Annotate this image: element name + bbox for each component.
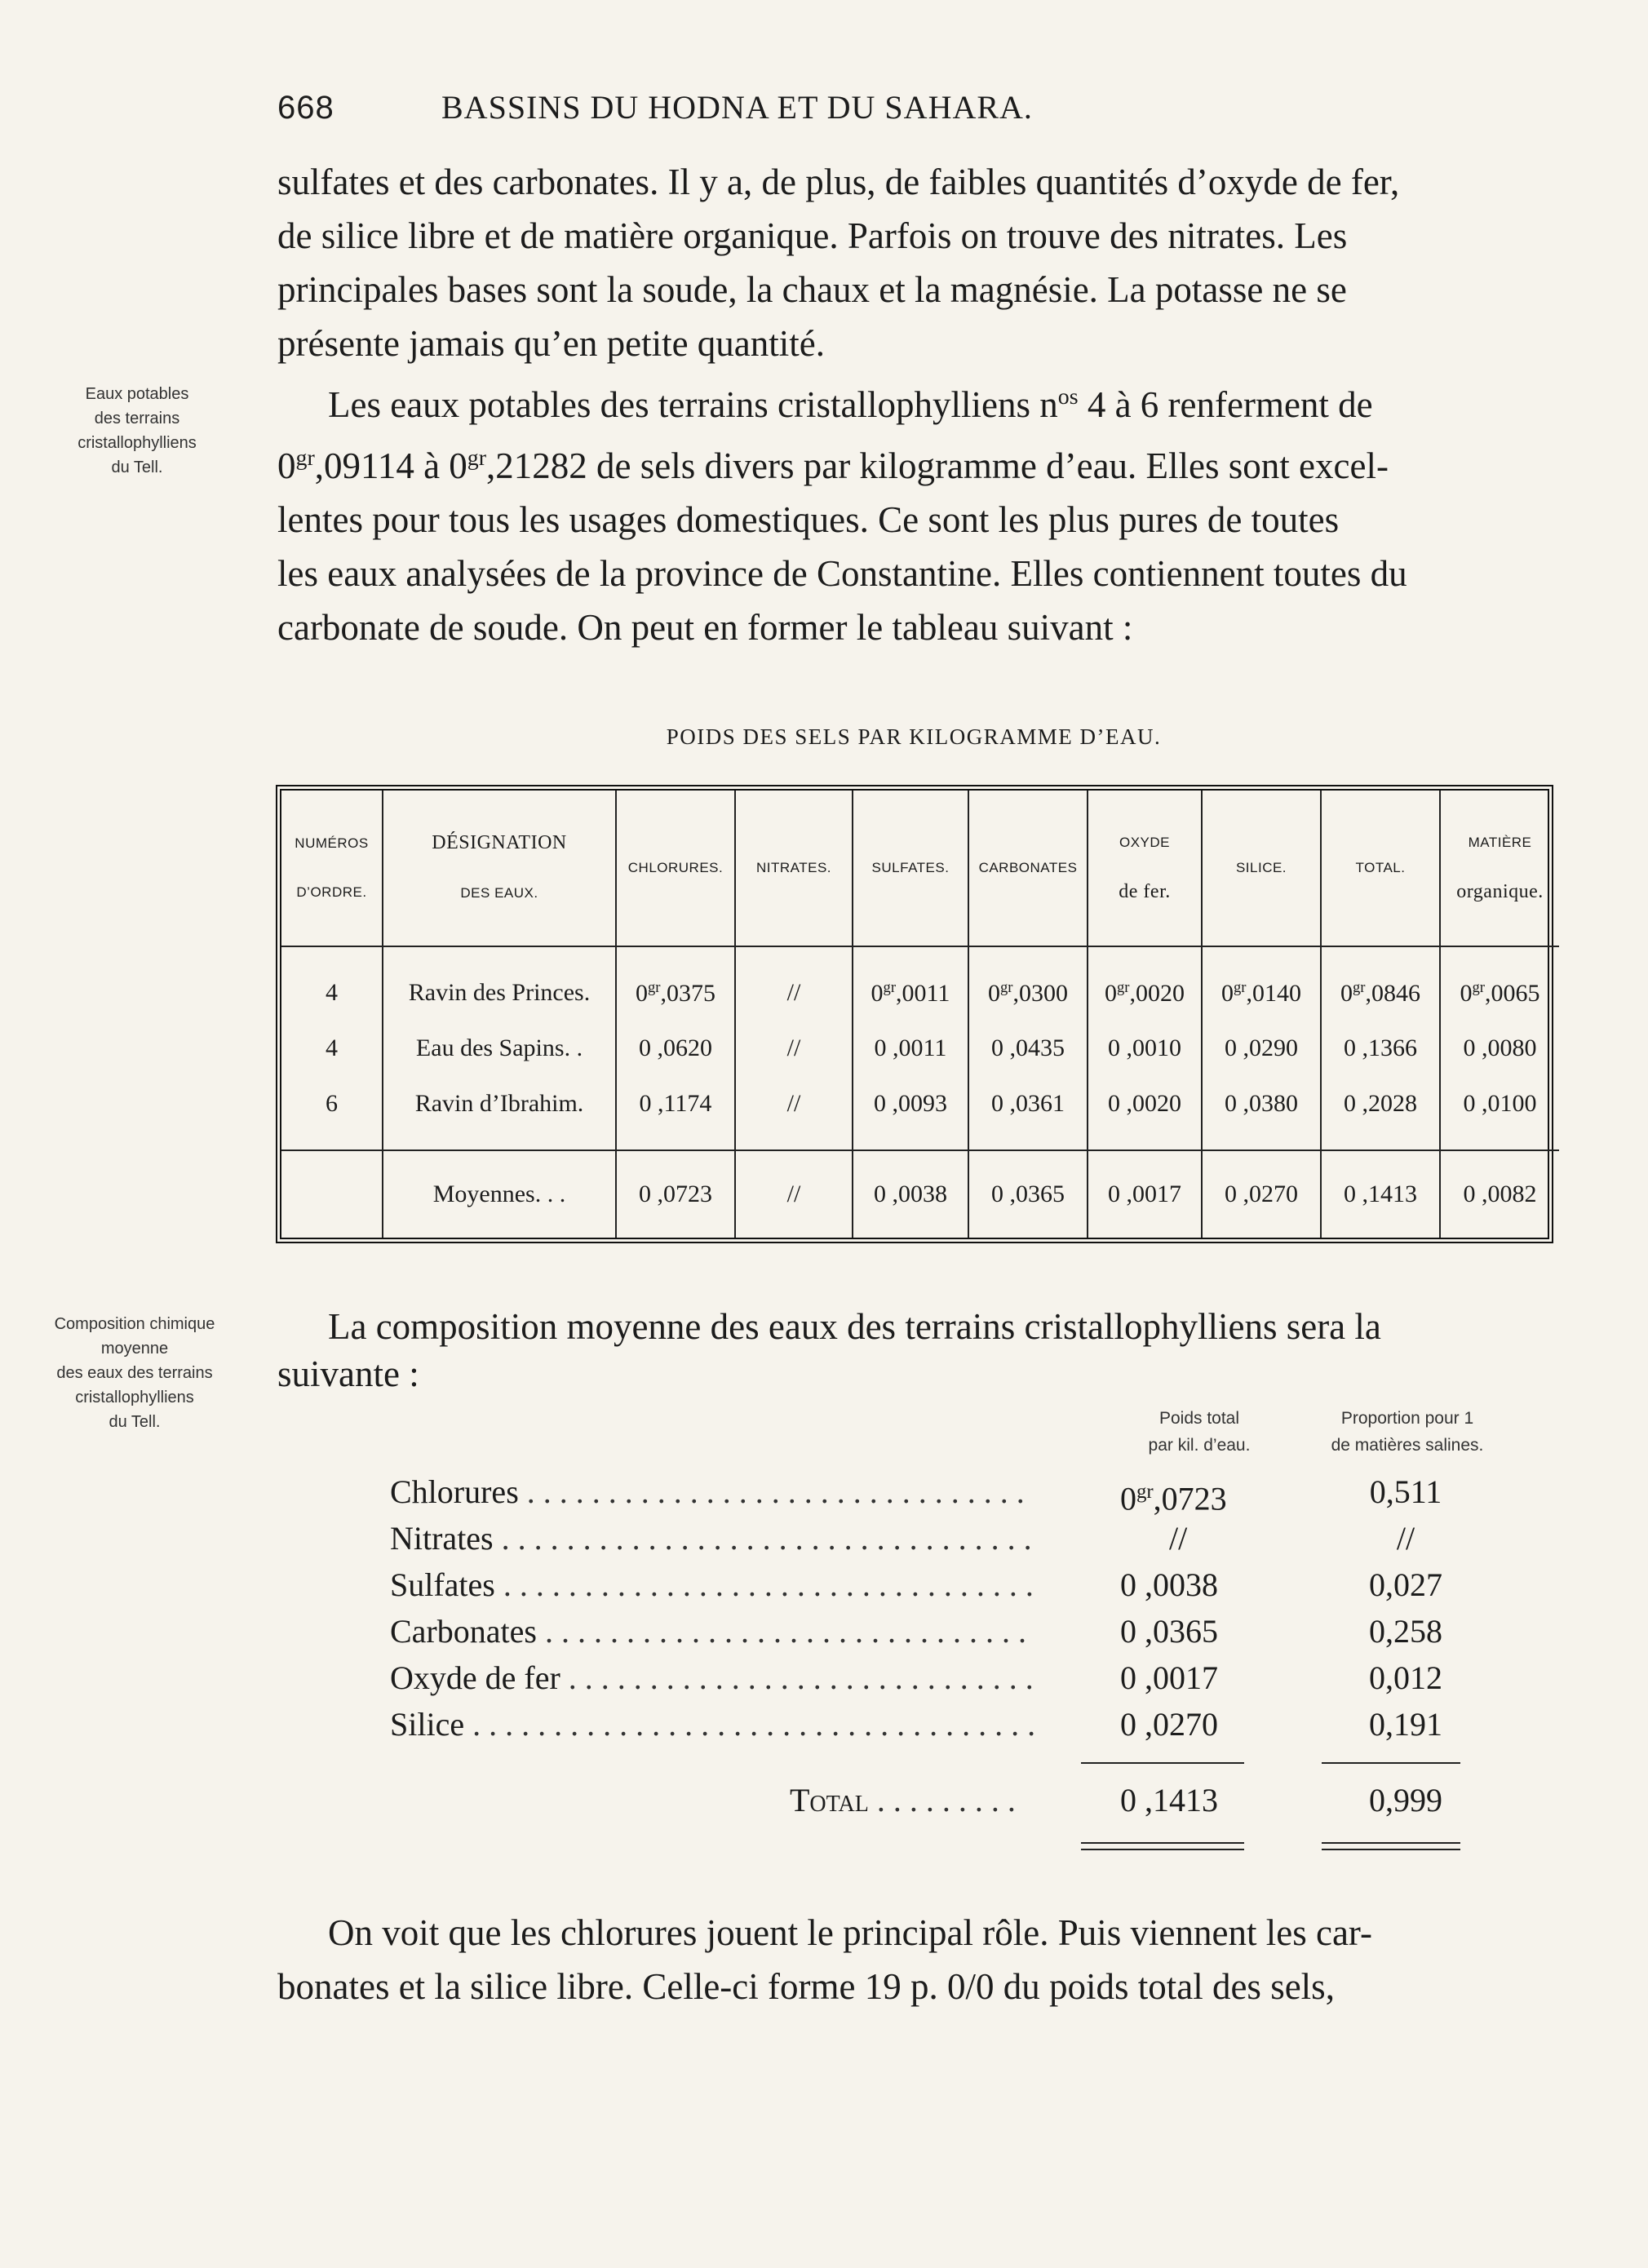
header-matiere: MATIÈRE organique. — [1440, 791, 1559, 946]
margin-note-line: Eaux potables — [85, 385, 189, 403]
cell: 0 ,0020 — [1088, 1076, 1202, 1132]
header-silice: SILICE. — [1202, 791, 1321, 946]
text-line: On voit que les chlorures jouent le principal rôle. Puis viennent les car- — [328, 1912, 1372, 1953]
header-sulfates: SULFATES. — [853, 791, 968, 946]
table-row — [281, 1021, 1559, 1076]
header-carbonates: CARBONATES — [968, 791, 1088, 946]
component-proportion: 0,027 — [1369, 1566, 1442, 1603]
intro-paragraph — [277, 155, 1562, 370]
margin-note-line: Composition chimique — [54, 1315, 215, 1333]
running-title: BASSINS DU HODNA ET DU SAHARA. — [441, 89, 1033, 126]
running-header — [277, 88, 1648, 126]
cell: 0 ,0100 — [1440, 1076, 1559, 1132]
cell: 0 ,1366 — [1321, 1021, 1440, 1076]
total-label: Total — [790, 1782, 869, 1818]
cell: $0^{gr},0140$ — [1202, 965, 1321, 1021]
cell: 0 ,0365 — [968, 1150, 1088, 1238]
list-item — [390, 1654, 1532, 1701]
cell: 4 — [326, 979, 338, 1007]
cell: 0 ,0093 — [853, 1076, 968, 1132]
cell: 0 ,0082 — [1440, 1150, 1559, 1238]
header-nitrates: NITRATES. — [735, 791, 853, 946]
list-item — [390, 1608, 1532, 1654]
spacer-row — [281, 946, 1559, 965]
cell: 0 ,0010 — [1088, 1021, 1202, 1076]
composition-col1-header: Poids total par kil. d’eau. — [1148, 1409, 1251, 1455]
component-label: Nitrates . . . — [390, 1515, 1034, 1561]
text-line: La composition moyenne des eaux des terrains cristallophylliens sera la — [328, 1306, 1381, 1347]
list-item — [390, 1515, 1532, 1561]
header-oxyde: OXYDE de fer. — [1088, 791, 1202, 946]
composition-col2-header: Proportion pour 1 de matières salines. — [1331, 1409, 1484, 1455]
spacer-row — [281, 1132, 1559, 1150]
salts-table-grid — [281, 791, 1559, 1238]
total-rule — [1081, 1842, 1244, 1844]
paragraph-composition-intro — [277, 1300, 1562, 1394]
component-proportion: 0,511 — [1369, 1473, 1442, 1510]
margin-note-line: cristallophylliens — [75, 1389, 194, 1406]
text-line: les eaux analysées de la province de Constantine. Elles contiennent toutes du — [277, 553, 1407, 594]
text-line: suivante : — [277, 1353, 419, 1394]
component-weight: $0^{gr},0723$ — [1120, 1480, 1227, 1517]
component-weight: 0 ,0038 — [1120, 1566, 1218, 1603]
cell: 0 ,0435 — [968, 1021, 1088, 1076]
component-label: Silice . . . — [390, 1701, 1034, 1748]
list-item — [390, 1468, 1532, 1515]
cell: // — [735, 965, 853, 1021]
cell: Eau des Sapins. . — [383, 1021, 616, 1076]
cell: 0 ,0620 — [616, 1021, 735, 1076]
text-line: lentes pour tous les usages domestiques. Ce sont les plus pures de toutes — [277, 499, 1340, 540]
component-label: Carbonates . . . — [390, 1608, 1034, 1654]
salts-table — [276, 785, 1553, 1243]
cell: 0 ,0723 — [616, 1150, 735, 1238]
total-rule — [1081, 1849, 1244, 1850]
paragraph-conclusion — [277, 1906, 1562, 2013]
margin-note-line: du Tell. — [109, 1413, 161, 1431]
cell: $0^{gr},0011$ — [853, 965, 968, 1021]
component-proportion: // — [1396, 1520, 1415, 1557]
cell: 0 ,1413 — [1321, 1150, 1440, 1238]
cell: 6 — [326, 1090, 338, 1118]
table-title: POIDS DES SELS PAR KILOGRAMME D’EAU. — [666, 724, 1162, 749]
table-header-row — [281, 791, 1559, 946]
list-item — [390, 1561, 1532, 1608]
margin-note-line: cristallophylliens — [78, 434, 197, 452]
total-proportion: 0,999 — [1369, 1782, 1442, 1818]
cell: 0 ,0361 — [968, 1076, 1088, 1132]
component-weight: 0 ,0270 — [1120, 1706, 1218, 1743]
cell: 4 — [326, 1034, 338, 1062]
cell: 0 ,0270 — [1202, 1150, 1321, 1238]
cell — [281, 1150, 383, 1238]
header-designation: DÉSIGNATION DES EAUX. — [383, 791, 616, 946]
cell: $0^{gr},0846$ — [1321, 965, 1440, 1021]
component-label: Chlorures . . . — [390, 1468, 1034, 1515]
margin-note-line: des eaux des terrains — [56, 1364, 213, 1382]
cell: $0^{gr},0300$ — [968, 965, 1088, 1021]
cell: $0^{gr},0065$ — [1440, 965, 1559, 1021]
page-number: 668 — [277, 90, 334, 126]
cell: // — [735, 1021, 853, 1076]
cell: 0 ,2028 — [1321, 1076, 1440, 1132]
margin-note-potable-waters — [39, 382, 235, 480]
text-line: présente jamais qu’en petite quantité. — [277, 323, 826, 364]
table-row — [281, 965, 1559, 1021]
component-weight: 0 ,0017 — [1120, 1659, 1218, 1696]
cell: 0 ,0011 — [853, 1021, 968, 1076]
cell: 0 ,0290 — [1202, 1021, 1321, 1076]
cell: // — [735, 1150, 853, 1238]
composition-list — [390, 1468, 1532, 1795]
text-line: Les eaux potables des terrains cristallophylliens $n^{os}$ 4 à 6 renferment de — [328, 384, 1373, 425]
component-proportion: 0,258 — [1369, 1613, 1442, 1650]
text-line: carbonate de soude. On peut en former le tableau suivant : — [277, 607, 1133, 648]
cell: 0 ,0038 — [853, 1150, 968, 1238]
paragraph-potable-waters — [277, 370, 1562, 654]
table-row — [281, 1076, 1559, 1132]
text-line: principales bases sont la soude, la chaux et la magnésie. La potasse ne se — [277, 269, 1347, 310]
cell: Ravin des Princes. — [383, 965, 616, 1021]
cell: Ravin d’Ibrahim. — [383, 1076, 616, 1132]
cell: 0 ,1174 — [616, 1076, 735, 1132]
component-proportion: 0,012 — [1369, 1659, 1442, 1696]
component-label: Sulfates . . . — [390, 1561, 1034, 1608]
header-chlorures: CHLORURES. — [616, 791, 735, 946]
component-label: Oxyde de fer . . . — [390, 1654, 1034, 1701]
margin-note-composition — [16, 1312, 253, 1434]
cell: $0^{gr},0020$ — [1088, 965, 1202, 1021]
total-rule — [1322, 1849, 1460, 1850]
margin-note-line: moyenne — [100, 1340, 169, 1358]
cell: 0 ,0380 — [1202, 1076, 1321, 1132]
text-line: $0^{gr},09114$ à $0^{gr},21282$ de sels divers par kilogramme d’eau. Elles sont excel- — [277, 445, 1389, 486]
header-total: TOTAL. — [1321, 791, 1440, 946]
table-average-row — [281, 1150, 1559, 1238]
total-rule — [1322, 1842, 1460, 1844]
composition-total-row: Total . . . . . . . . . 0 ,1413 0,999 — [390, 1777, 1532, 1823]
header-numeros: NUMÉROS D’ORDRE. — [281, 791, 383, 946]
margin-note-line: des terrains — [94, 410, 180, 427]
component-weight: // — [1169, 1520, 1188, 1557]
text-line: de silice libre et de matière organique. Parfois on trouve des nitrates. Les — [277, 215, 1348, 256]
list-item — [390, 1701, 1532, 1748]
sum-rule — [1081, 1762, 1244, 1764]
component-proportion: 0,191 — [1369, 1706, 1442, 1743]
cell: 0 ,0017 — [1088, 1150, 1202, 1238]
text-line: sulfates et des carbonates. Il y a, de plus, de faibles quantités d’oxyde de fer, — [277, 162, 1400, 202]
component-weight: 0 ,0365 — [1120, 1613, 1218, 1650]
cell: // — [735, 1076, 853, 1132]
total-weight: 0 ,1413 — [1120, 1782, 1218, 1818]
margin-note-line: du Tell. — [111, 458, 163, 476]
sum-rule — [1322, 1762, 1460, 1764]
cell: 0 ,0080 — [1440, 1021, 1559, 1076]
cell: $0^{gr},0375$ — [616, 965, 735, 1021]
text-line: bonates et la silice libre. Celle-ci forme 19 p. 0/0 du poids total des sels, — [277, 1966, 1335, 2007]
cell: Moyennes. . . — [383, 1150, 616, 1238]
